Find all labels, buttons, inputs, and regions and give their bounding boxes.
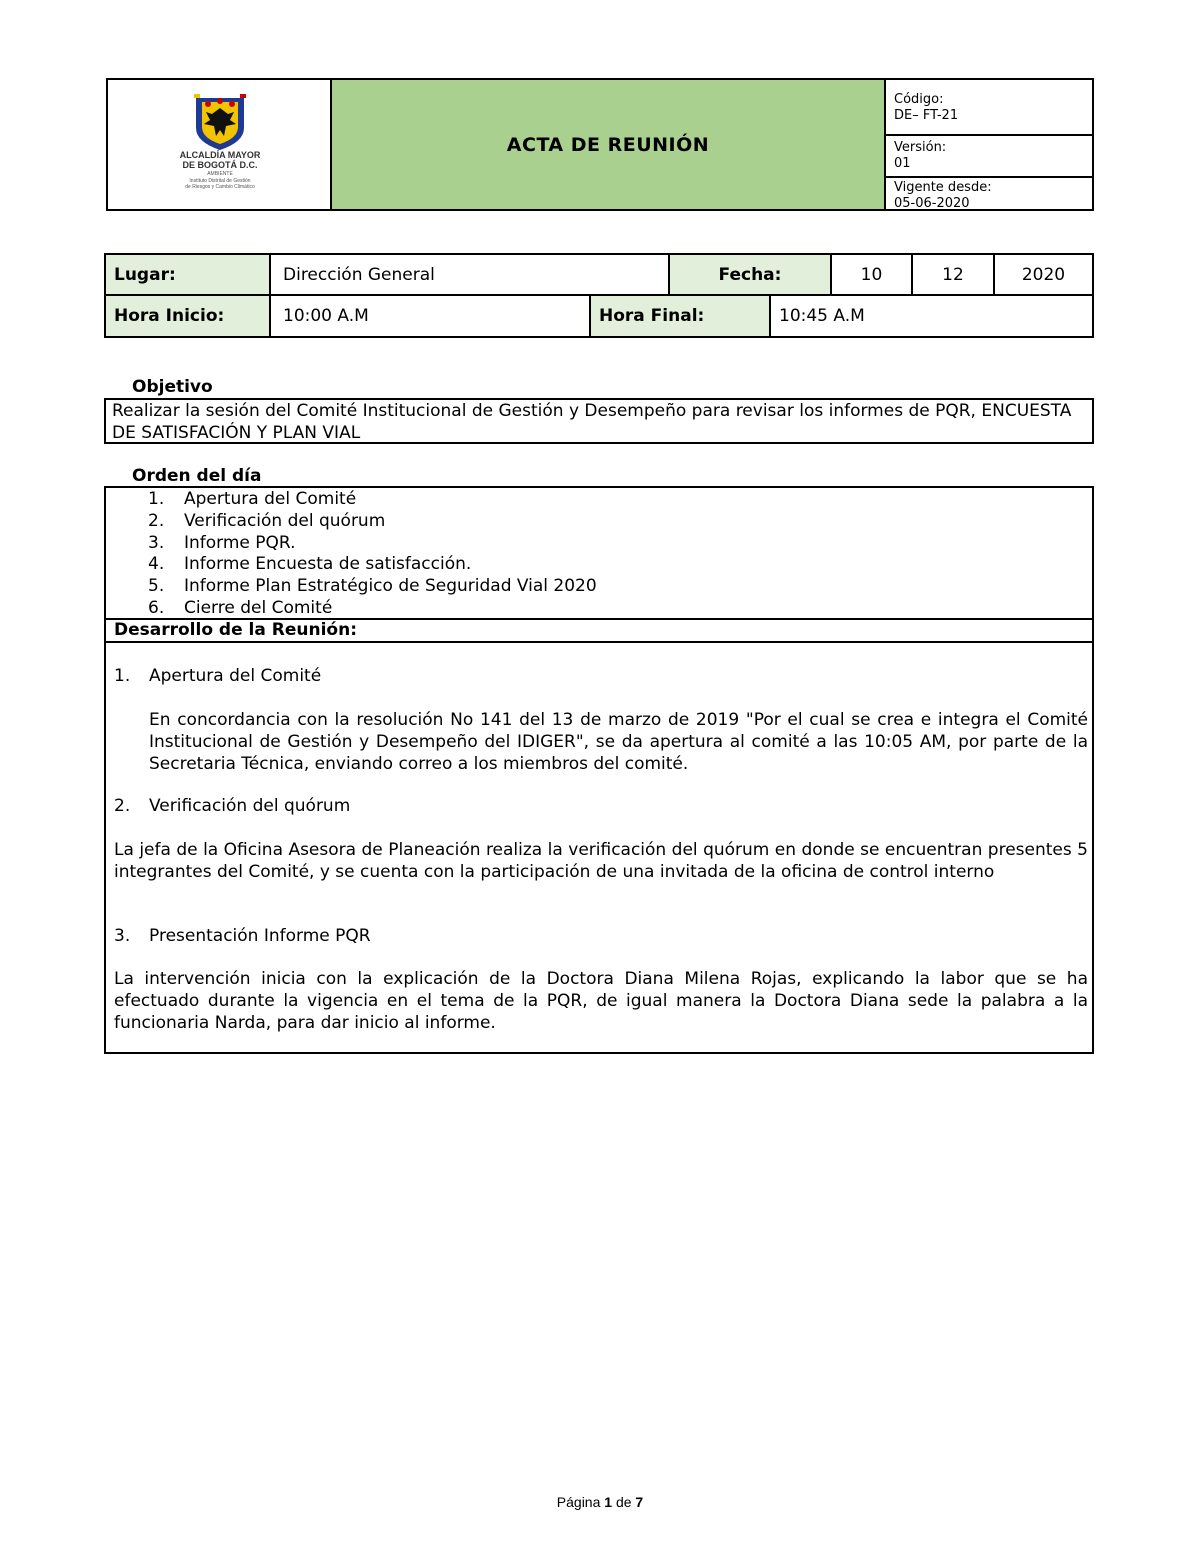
vigente-label: Vigente desde:: [894, 180, 992, 195]
item-text: Informe Plan Estratégico de Seguridad Vial 2020: [184, 576, 597, 597]
document-title: ACTA DE REUNIÓN: [506, 133, 710, 156]
item-number: 5.: [148, 576, 165, 597]
section-3-text: La intervención inicia con la explicación de la Doctora Diana Milena Rojas, explicando la labor que se ha efectuado durante la vigencia en el tema de la PQR, de igual manera la Doctora Diana sede la palabra a la funcionaria Narda, para dar inicio al informe.: [114, 969, 1088, 1033]
section-1-number: 1.: [114, 666, 131, 686]
logo-text-line1: ALCALDÍA MAYOR: [179, 150, 261, 160]
document-header: [106, 78, 1094, 211]
logo-cell: [108, 80, 332, 209]
desarrollo-title: Desarrollo de la Reunión:: [106, 620, 1092, 643]
objetivo-box: [104, 398, 1094, 444]
lugar-label: Lugar:: [106, 255, 271, 296]
section-3-title: Presentación Informe PQR: [149, 926, 371, 946]
logo-text-line2: DE BOGOTÁ D.C.: [182, 160, 258, 170]
fecha-dia: 10: [832, 255, 913, 296]
pagina-label: Página: [556, 1494, 601, 1510]
fecha-label: Fecha:: [670, 255, 832, 296]
section-2-title: Verificación del quórum: [149, 796, 351, 816]
section-3-number: 3.: [114, 926, 131, 946]
page-footer: [0, 1494, 1200, 1510]
fecha-anio: 2020: [995, 255, 1092, 296]
item-number: 4.: [148, 554, 165, 575]
lugar-value: Dirección General: [271, 255, 670, 296]
item-number: 2.: [148, 510, 165, 531]
item-number: 6.: [148, 597, 165, 618]
item-number: 3.: [148, 532, 165, 553]
vigente-value: 05-06-2020: [894, 196, 970, 211]
item-text: Verificación del quórum: [184, 510, 386, 531]
page-number: 1: [604, 1494, 613, 1510]
item-text: Cierre del Comité: [184, 597, 333, 618]
section-2-text: La jefa de la Oficina Asesora de Planeación realiza la verificación del quórum en donde se encuentran presentes 5 integrantes del Comité, y se cuenta con la participación de una invitada de la oficina de control interno: [114, 840, 1088, 882]
bogota-coat-of-arms-logo: [108, 80, 332, 209]
logo-text-line4: Instituto Distrital de Gestión: [189, 178, 251, 184]
orden-box: [104, 486, 1094, 620]
codigo-cell: [886, 80, 1092, 136]
vigente-cell: [886, 178, 1092, 209]
item-text: Apertura del Comité: [184, 489, 357, 509]
hora-inicio-label: Hora Inicio:: [106, 296, 271, 336]
logo-text-line3: AMBIENTE: [207, 171, 233, 177]
title-cell: [332, 80, 886, 209]
hora-inicio-value: 10:00 A.M: [271, 296, 591, 336]
meeting-info-table: [104, 253, 1094, 338]
page-total: 7: [635, 1494, 644, 1510]
codigo-label: Código:: [894, 92, 944, 107]
version-cell: [886, 136, 1092, 178]
desarrollo-box: [104, 618, 1094, 1054]
hora-final-label: Hora Final:: [591, 296, 771, 336]
item-text: Informe PQR.: [184, 532, 296, 553]
fecha-mes: 12: [913, 255, 995, 296]
section-1-title: Apertura del Comité: [149, 666, 322, 686]
version-value: 01: [894, 156, 911, 171]
section-1-text: En concordancia con la resolución No 141 del 13 de marzo de 2019 "Por el cual se crea e integra el Comité Institucional de Gestión y Desempeño del IDIGER", se da apertura al comité a las 10:05 AM, por parte de la Secretaria Técnica, enviando correo a los miembros del comité.: [149, 710, 1088, 774]
hora-final-value: 10:45 A.M: [779, 306, 865, 326]
codigo-value: DE– FT-21: [894, 108, 959, 123]
de-label: de: [615, 1494, 632, 1510]
version-label: Versión:: [894, 140, 947, 155]
logo-text-line5: de Riesgos y Cambio Climático: [185, 184, 255, 190]
objetivo-title: Objetivo: [132, 377, 213, 397]
item-text: Informe Encuesta de satisfacción.: [184, 554, 472, 575]
objetivo-text: Realizar la sesión del Comité Institucional de Gestión y Desempeño para revisar los informes de PQR, ENCUESTA DE SATISFACIÓN Y PLAN VIAL: [112, 401, 1072, 443]
section-2-number: 2.: [114, 796, 131, 816]
orden-title: Orden del día: [132, 466, 262, 486]
item-number: 1.: [148, 489, 165, 509]
